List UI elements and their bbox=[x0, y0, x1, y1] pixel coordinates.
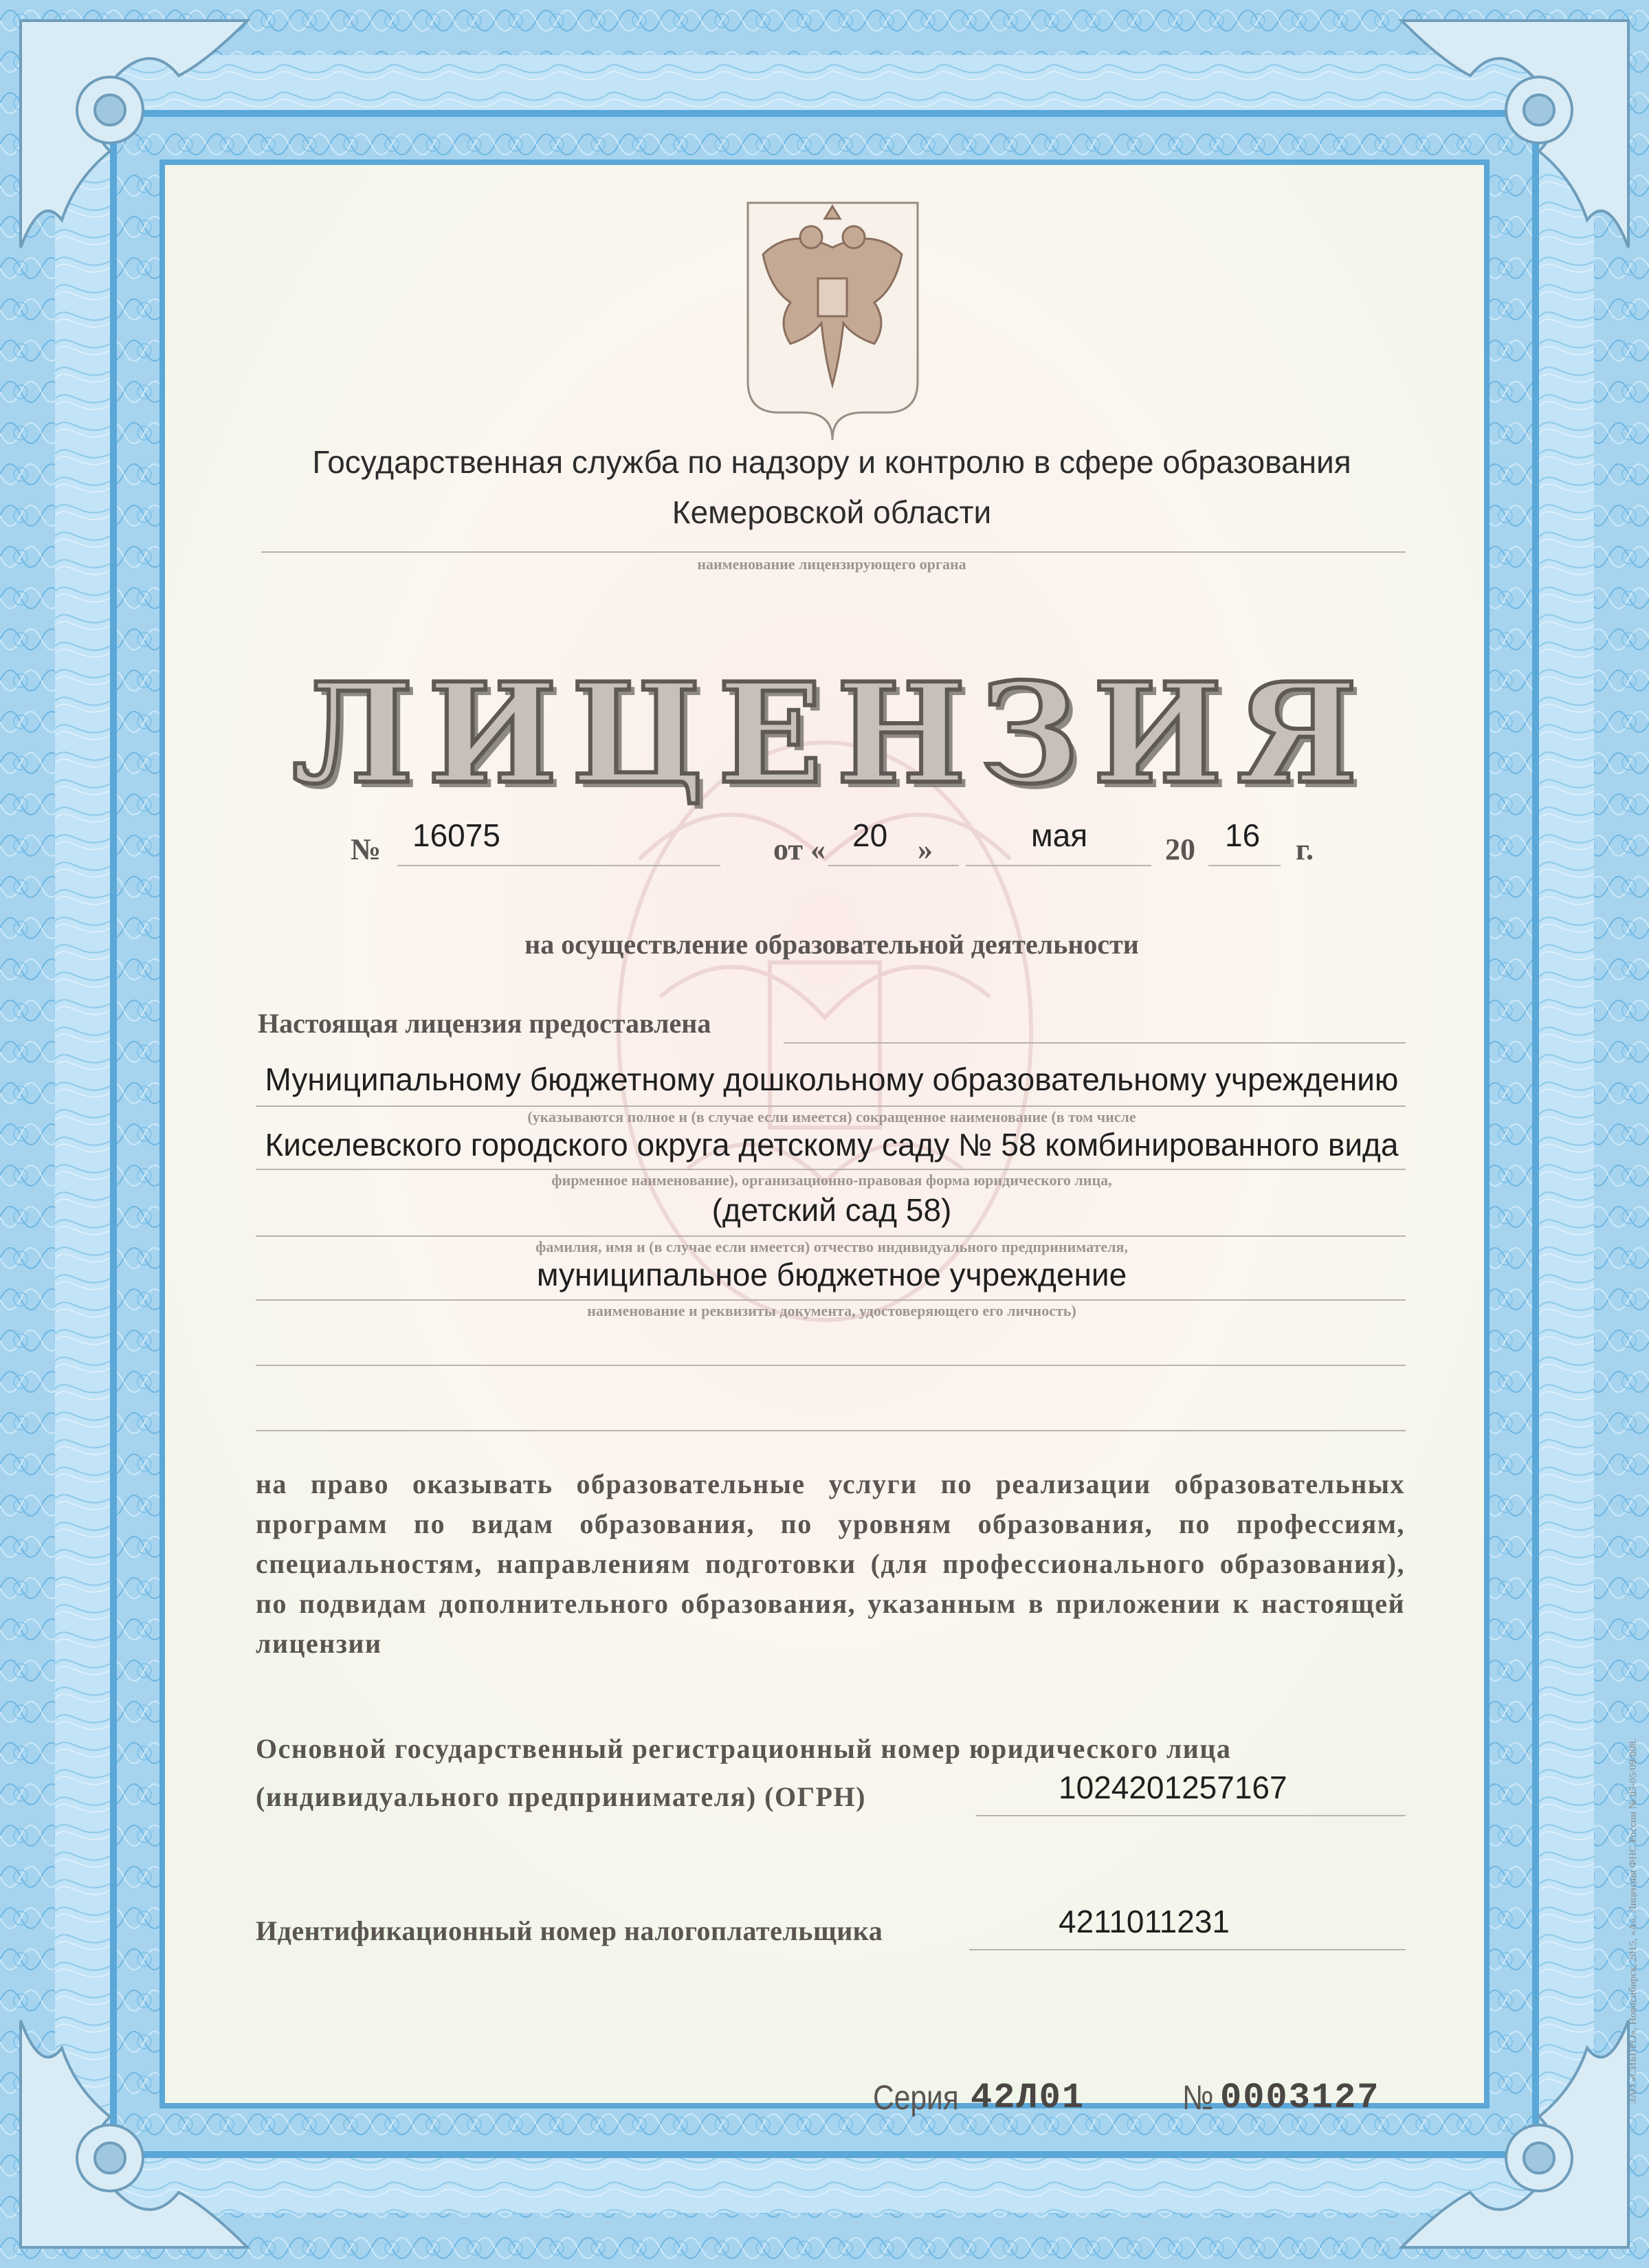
holder-line1-underline bbox=[256, 1105, 1406, 1107]
authority-name-line2: Кемеровской области bbox=[672, 494, 992, 530]
date-from-label: от « bbox=[773, 833, 826, 866]
holder-caption2: фирменное наименование), организационно-правовая форма юридического лица, bbox=[551, 1171, 1112, 1189]
russian-coat-of-arms-icon bbox=[748, 203, 918, 440]
holder-caption1: (указываются полное и (в случае если имеется) сокращенное наименование (в том числе bbox=[527, 1108, 1136, 1125]
series-value: 42Л01 bbox=[971, 2078, 1085, 2118]
blank-number-label: № bbox=[1182, 2078, 1214, 2117]
document-title: ЛИЦЕНЗИЯ bbox=[291, 653, 1372, 815]
authority-underline bbox=[261, 551, 1406, 553]
holder-name-line2: Киселевского городского округа детскому саду № 58 комбинированного вида bbox=[265, 1127, 1399, 1163]
license-number-value: 16075 bbox=[412, 817, 500, 853]
date-year-prefix: 20 bbox=[1165, 833, 1195, 866]
date-day-underline bbox=[828, 865, 959, 866]
license-number-label: № bbox=[351, 833, 381, 866]
holder-line4-underline bbox=[256, 1299, 1406, 1301]
date-year-underline bbox=[1208, 865, 1281, 866]
license-number-underline bbox=[397, 865, 720, 866]
holder-legal-form: муниципальное бюджетное учреждение bbox=[536, 1257, 1127, 1292]
authority-caption: наименование лицензирующего органа bbox=[697, 555, 966, 573]
series-label: Серия bbox=[873, 2078, 959, 2117]
holder-caption3: фамилия, имя и (в случае если имеется) отчество индивидуального предпринимателя, bbox=[535, 1238, 1128, 1255]
ogrn-value: 1024201257167 bbox=[1059, 1770, 1287, 1805]
license-rights-text: на право оказывать образовательные услуги по реализации образовательных программ по видам образования, по уровням образования, по профессиям, специальностям, направлениям подготовки (для профессионального образования), по подвидам дополнительного образования, указанным в приложении к настоящей лицензии bbox=[256, 1468, 1405, 1659]
ogrn-label-line2: (индивидуального предпринимателя) (ОГРН) bbox=[256, 1781, 866, 1812]
date-quote-close: » bbox=[918, 833, 933, 866]
holder-caption4: наименование и реквизиты документа, удостоверяющего его личность) bbox=[587, 1302, 1076, 1319]
ogrn-underline bbox=[976, 1815, 1406, 1816]
authority-name-line1: Государственная служба по надзору и контролю в сфере образования bbox=[312, 444, 1351, 480]
date-year-suffix: 16 bbox=[1225, 817, 1261, 853]
license-purpose: на осуществление образовательной деятельности bbox=[524, 929, 1139, 960]
inn-label: Идентификационный номер налогоплательщика bbox=[256, 1915, 883, 1946]
date-day: 20 bbox=[852, 817, 888, 853]
date-month: мая bbox=[1031, 817, 1088, 853]
ogrn-label-line1: Основной государственный регистрационный номер юридического лица bbox=[256, 1733, 1232, 1764]
blank-number-value: 0003127 bbox=[1220, 2078, 1380, 2118]
date-year-unit: г. bbox=[1296, 833, 1314, 866]
granted-to-label: Настоящая лицензия предоставлена bbox=[258, 1008, 711, 1039]
inn-value: 4211011231 bbox=[1059, 1904, 1230, 1939]
holder-name-line3: (детский сад 58) bbox=[711, 1192, 952, 1228]
blank-line-2 bbox=[256, 1430, 1406, 1431]
granted-underline bbox=[784, 1042, 1406, 1044]
holder-line2-underline bbox=[256, 1169, 1406, 1170]
printer-note-text: ЗАО «СИБПРО», Новосибирск, 2015, «А». Лицензия ФНС России № 05-05/09/008. bbox=[1628, 1738, 1639, 2104]
date-month-underline bbox=[966, 865, 1151, 866]
blank-line-1 bbox=[256, 1365, 1406, 1366]
holder-line3-underline bbox=[256, 1235, 1406, 1237]
holder-name-line1: Муниципальному бюджетному дошкольному образовательному учреждению bbox=[265, 1061, 1399, 1097]
inn-underline bbox=[969, 1949, 1406, 1950]
